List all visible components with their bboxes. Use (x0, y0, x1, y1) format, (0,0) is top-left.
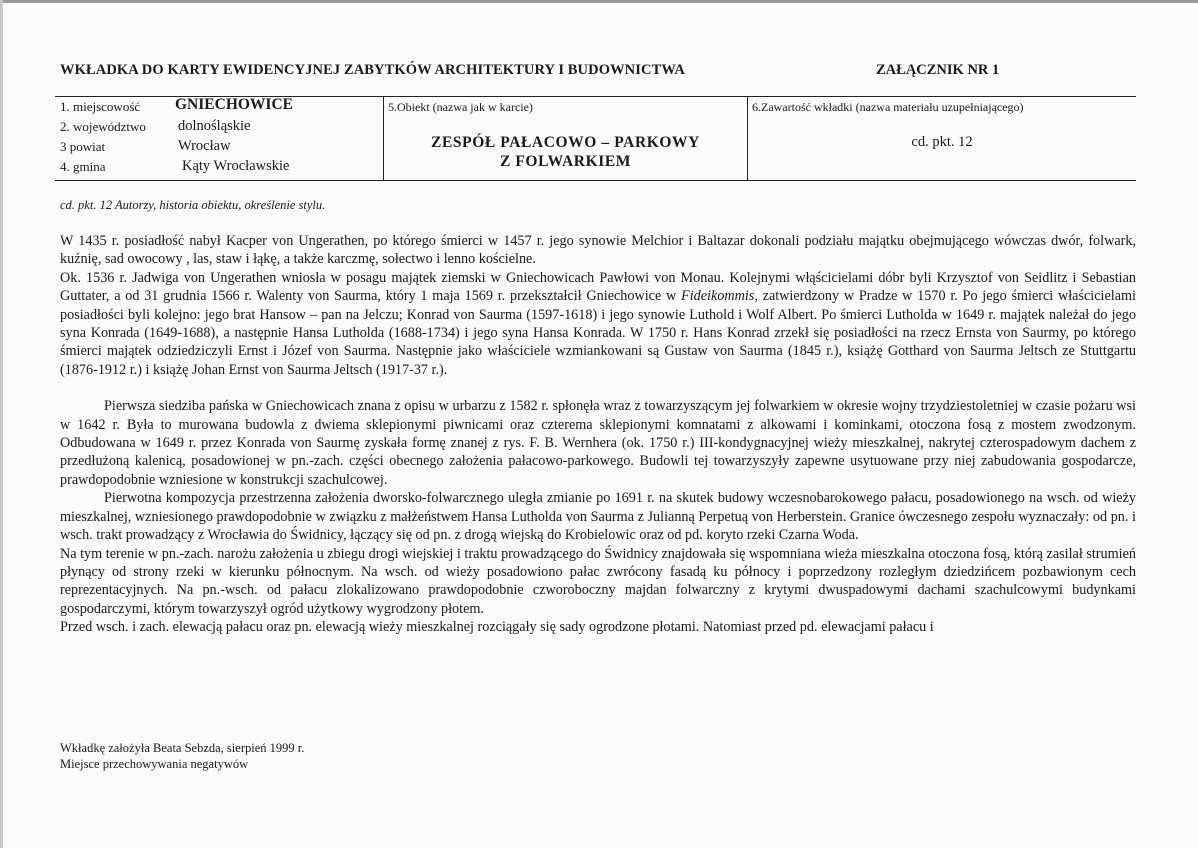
text-run: zatwierdzony w Pradze w 1570 r. Po jego śmierci właścicielami posiadłości byli kolejno: jego brat Hansow – pan na Jelczu; Konrad von Saurma (1597-1618) i jego synowie Luthold i Wolf Albert. Po śmierci Lutholda w 1649 r. majątek należał do jego syna Konrada (1649-1688), a następnie Hansa Lutholda (1688-1734) i jego syna Hansa Konrada. W 1750 r. Hans Konrad zrzekł się posiadłości na rzecz Ernsta von Saurmy, po którego śmierci majątek odziedziczyli Ernst i Józef von Saurma. Następnie jako właściciele wzmiankowani są Gustaw von Saurma (1845 r.), książę Gotthard von Saurma Jeltsch ze Stuttgartu (1876-1912 r.) i książę Johan Ernst von Saurma Jeltsch (1917-37 r.). (60, 288, 1136, 378)
paragraph: Pierwsza siedziba pańska w Gniechowicach znana z opisu w urbarzu z 1582 r. spłonęła wraz z towarzyszącym jej folwarkiem w okresie wojny trzydziestoletniej w czasie pożaru wsi w 1642 r. Była to murowana budowla z dwiema sklepionymi piwnicami oraz czterema sklepionymi komnatami z alkowami i kominkami, otoczona fosą z mostem zwodzonym. Odbudowana w 1649 r. przez Konrada von Saurmę zyskała formę znanej z rys. F. B. Wernhera (ok. 1750 r.) III-kondygnacyjnej wieży mieszkalnej, nakrytej czterospadowym dachem z przedłużoną kalenicą, posadowionej w pn.-zach. części obecnego założenia pałacowo-parkowego. Budowli tej towarzyszyły zapewne usytuowane przy niej zabudowania gospodarcze, prawdopodobnie wzniesione w konstrukcji szachulcowej. (60, 398, 1136, 488)
paragraph: Przed wsch. i zach. elewacją pałacu oraz pn. elewacją wieży mieszkalnej rozciągały się sady ogrodzone płotami. Natomiast przed pd. elewacjami pałacu i (60, 619, 934, 636)
location-row-voivodeship (60, 118, 251, 135)
paragraph: Pierwotna kompozycja przestrzenna założenia dworsko-folwarcznego uległa zmianie po 1691 r. na skutek budowy wczesnobarokowego pałacu, posadowionego na wsch. od wieży mieszkalnej, wzniesionego prawdopodobnie w związku z małżeństwem Hansa Lutholda von Saurma z Julianną Perpetuą von Herberstein. Granice ówczesnego zespołu wyznaczały: od pn. i wsch. trakt prowadzący z Wrocławia do Świdnicy, łączący się od pn. z drogą wiejską do Krobielowic oraz od pd. koryto rzeki Czarna Woda. (60, 490, 1136, 544)
italic-term: Fideikommis, (681, 288, 758, 305)
paragraph: Na tym terenie w pn.-zach. narożu założenia u zbiegu drogi wiejskiej i traktu prowadzącego do Świdnicy znajdowała się wspomniana wieża mieszkalna otoczona fosą, którą zasilał strumień płynący od strony rzeki w kierunku północnym. Na wsch. od wieży posadowiono pałac zwrócony fasadą ku północy i poprzedzony rozległym dziedzińcem pozbawionym cech reprezentacyjnych. Na pn.-wsch. od pałacu zlokalizowano prawdopodobnie czworoboczny majdan folwarczny z krytymi dwuspadowymi dachami szachulcowymi budynkami gospodarczymi, którym towarzyszył ogród użytkowy wygrodzony płotem. (60, 545, 1136, 617)
location-label: 2. województwo (60, 119, 146, 134)
history-text (60, 232, 1136, 637)
annex-number: ZAŁĄCZNIK NR 1 (876, 62, 1000, 78)
location-row-commune (60, 158, 290, 175)
location-row-county (60, 138, 231, 155)
object-name-line: ZESPÓŁ PAŁACOWO – PARKOWY (431, 134, 700, 151)
paragraph: W 1435 r. posiadłość nabył Kacper von Ungerathen, po którego śmierci w 1457 r. jego synowie Melchior i Baltazar dokonali podziału majątku obejmującego wówczas dwór, folwark, kuźnię, sad owocowy , las, staw i łąkę, a także karczmę, sołectwo i lenno kościelne. (60, 233, 1136, 268)
location-label: 1. miejscowość (60, 99, 141, 114)
scan-edge-left (0, 0, 3, 848)
object-name-line: Z FOLWARKIEM (499, 153, 632, 170)
location-label: 4. gmina (60, 159, 106, 174)
negatives-location-line: Miejsce przechowywania negatywów (60, 757, 249, 771)
contents-label: 6.Zawartość wkładki (nazwa materiału uzupełniającego) (752, 100, 1024, 114)
paragraph (60, 269, 1136, 379)
voivodeship-value: dolnośląskie (178, 118, 251, 134)
location-label: 3 powiat (60, 139, 106, 154)
object-name (384, 133, 747, 171)
object-label: 5.Obiekt (nazwa jak w karcie) (388, 100, 533, 114)
town-value: GNIECHOWICE (175, 96, 293, 113)
contents-value: cd. pkt. 12 (911, 134, 973, 150)
county-value: Wrocław (178, 138, 231, 154)
commune-value: Kąty Wrocławskie (182, 158, 290, 174)
footer (60, 740, 304, 772)
author-line: Wkładkę założyła Beata Sebzda, sierpień 1999 r. (60, 741, 305, 755)
document-title: WKŁADKA DO KARTY EWIDENCYJNEJ ZABYTKÓW ARCHITEKTURY I BUDOWNICTWA (60, 62, 685, 78)
scan-edge-top (0, 0, 1198, 3)
text-run: Ok. 1536 r. Jadwiga von Ungerathen wniosła w posagu majątek ziemski w Gniechowicach Pawłowi von Monau. Kolejnymi włąścicielami dóbr byli Krzysztof von Seidlitz i Sebastian Guttater, a od 31 grudnia 1566 r. Walenty von Saurma, który 1 maja 1569 r. przekształcił Gniechowice w (60, 269, 1136, 305)
identification-table (55, 96, 1136, 181)
section-subtitle: cd. pkt. 12 Autorzy, historia obiektu, określenie stylu. (60, 198, 326, 212)
location-row-town (60, 96, 293, 115)
